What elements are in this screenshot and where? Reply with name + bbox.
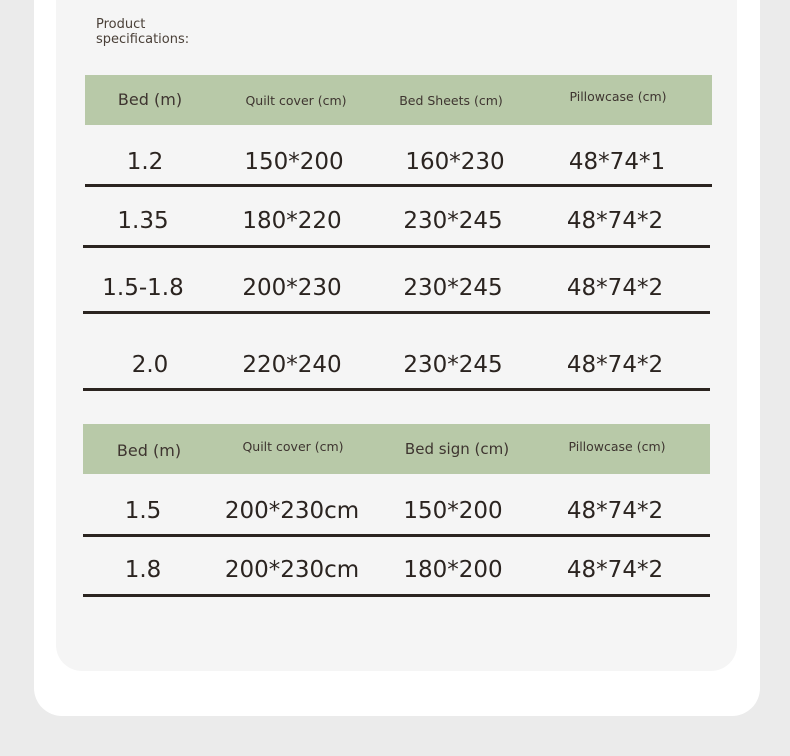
cell-pillowcase: 48*74*2 <box>566 557 664 583</box>
size-table-2 <box>83 424 710 597</box>
table-header <box>83 424 710 474</box>
cell-quilt-cover: 200*230cm <box>224 498 360 524</box>
table-header <box>85 75 712 125</box>
cell-bed: 1.5-1.8 <box>102 275 184 301</box>
cell-bed-sheets: 230*245 <box>403 208 503 234</box>
header-bed: Bed (m) <box>117 90 183 109</box>
cell-quilt-cover: 220*240 <box>242 352 342 378</box>
cell-bed-sign: 150*200 <box>403 498 503 524</box>
cell-bed-sign: 180*200 <box>403 557 503 583</box>
cell-bed-sheets: 230*245 <box>403 352 503 378</box>
table-row <box>83 248 710 314</box>
cell-bed: 1.5 <box>124 498 162 524</box>
header-bed: Bed (m) <box>116 441 182 460</box>
cell-bed: 2.0 <box>131 352 169 378</box>
spec-title <box>96 17 236 47</box>
header-bed-sign: Bed sign (cm) <box>404 440 510 458</box>
size-table-1 <box>85 75 712 187</box>
cell-quilt-cover: 200*230cm <box>224 557 360 583</box>
header-pillowcase: Pillowcase (cm) <box>568 439 666 454</box>
cell-pillowcase: 48*74*2 <box>566 498 664 524</box>
cell-pillowcase: 48*74*1 <box>568 149 666 175</box>
table-row <box>83 188 710 248</box>
cell-bed: 1.2 <box>126 149 164 175</box>
table-row <box>83 474 710 537</box>
cell-quilt-cover: 180*220 <box>242 208 342 234</box>
table-row <box>83 537 710 597</box>
header-pillowcase: Pillowcase (cm) <box>569 89 667 104</box>
spec-title-text: Product specifications: <box>96 17 190 47</box>
cell-quilt-cover: 200*230 <box>242 275 342 301</box>
cell-pillowcase: 48*74*2 <box>566 352 664 378</box>
cell-pillowcase: 48*74*2 <box>566 208 664 234</box>
table-row <box>83 314 710 391</box>
cell-quilt-cover: 150*200 <box>244 149 344 175</box>
table-row <box>85 125 712 187</box>
header-quilt-cover: Quilt cover (cm) <box>242 439 344 454</box>
cell-bed: 1.35 <box>117 208 169 234</box>
cell-bed-sheets: 230*245 <box>403 275 503 301</box>
header-bed-sheets: Bed Sheets (cm) <box>399 93 503 108</box>
cell-bed: 1.8 <box>124 557 162 583</box>
size-table-1-rows <box>83 188 710 391</box>
cell-pillowcase: 48*74*2 <box>566 275 664 301</box>
cell-bed-sheets: 160*230 <box>405 149 505 175</box>
header-quilt-cover: Quilt cover (cm) <box>245 93 347 108</box>
